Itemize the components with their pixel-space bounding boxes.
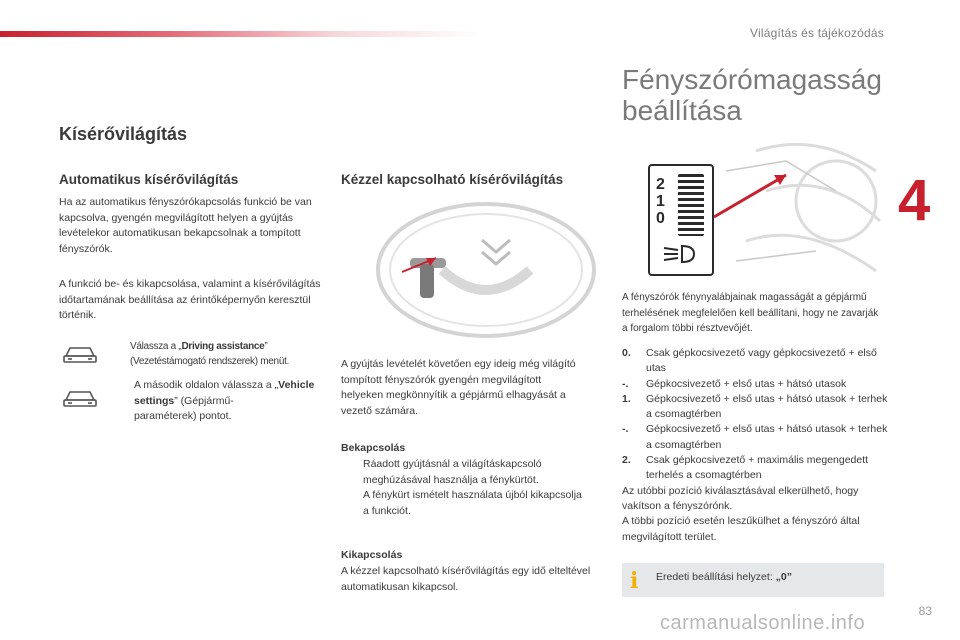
section-title: Kísérővilágítás bbox=[59, 124, 188, 144]
auto-para-2: A funkció be- és kikapcsolása, valamint a kísérővilágítás időtartamának beállítása az érintőképernyőn keresztül történik. bbox=[59, 278, 321, 321]
car-settings-icon bbox=[62, 340, 98, 366]
list-item: 0. Csak gépkocsivezető vagy gépkocsivezető + első utas bbox=[622, 347, 877, 375]
position-list bbox=[622, 346, 892, 545]
manual-para: A gyújtás levételét követően egy ideig még világító tompított fényszórók gyengén megvilágított helyeken megkönnyítik a gépjármű elhagyását a vezető számára. bbox=[341, 358, 576, 417]
list-item: 1. Gépkocsivezető + első utas + hátsó utasok + terhek a csomagtérben bbox=[622, 392, 888, 421]
auto-title: Automatikus kísérővilágítás bbox=[59, 172, 239, 187]
chapter-number: 4 bbox=[898, 168, 931, 233]
info-icon: i bbox=[630, 568, 639, 594]
car-settings-icon bbox=[62, 384, 98, 410]
right-section-title: Fényszórómagasság beállítása bbox=[622, 64, 882, 126]
info-box bbox=[622, 563, 884, 597]
watermark: carmanualsonline.info bbox=[660, 612, 866, 634]
outro-1: Az utóbbi pozíció kiválasztásával elkerülhető, hogy vakítson a fényszórónk. bbox=[622, 484, 859, 512]
info-text: Eredeti beállítási helyzet: „0” bbox=[656, 571, 792, 583]
header-accent-bar bbox=[0, 31, 480, 37]
step-1: Válassza a „Driving assistance” (Vezetéstámogató rendszerek) menüt. bbox=[130, 341, 290, 367]
chapter-title: Világítás és tájékozódás bbox=[750, 26, 884, 40]
list-item: -. Gépkocsivezető + első utas + hátsó utasok bbox=[622, 377, 847, 390]
outro-2: A többi pozíció esetén leszűkülhet a fényszóró által megvilágított terület. bbox=[622, 515, 860, 543]
on-item-2: A fénykürt ismételt használata újból kikapcsolja a funkciót. bbox=[363, 489, 582, 517]
list-item: 2. Csak gépkocsivezető + maximális megengedett terhelés a csomagtérben bbox=[622, 454, 869, 482]
step-2: A második oldalon válassza a „Vehicle settings” (Gépjármű- paraméterek) pontot. bbox=[134, 379, 315, 422]
auto-para-1: Ha az automatikus fényszórókapcsolás funkció be van kapcsolva, gyengén megvilágított helyen a gyújtás levételekor automatikusan bekapcsolnak a tompított fényszórók. bbox=[59, 196, 312, 255]
headlamp-level-icon bbox=[660, 242, 700, 266]
on-title: Bekapcsolás bbox=[341, 442, 406, 454]
headlamp-dial[interactable]: 2 1 0 bbox=[648, 164, 714, 276]
page-number: 83 bbox=[918, 604, 932, 618]
right-intro: A fényszórók fénynyalábjainak magasságát a gépjármű terhelésének megfelelően kell beállítani, hogy ne zavarják a forgalom többi résztvevőjét. bbox=[622, 292, 879, 334]
list-item: -. Gépkocsivezető + első utas + hátsó utasok + terhek a csomagtérben bbox=[622, 423, 888, 451]
off-text: A kézzel kapcsolható kísérővilágítás egy idő elteltével automatikusan kikapcsol. bbox=[341, 565, 591, 593]
on-item-1: Ráadott gyújtásnál a világításkapcsoló meghúzásával használja a fénykürtöt. bbox=[363, 458, 542, 486]
off-title: Kikapcsolás bbox=[341, 549, 403, 561]
steering-wheel-illustration bbox=[372, 200, 600, 346]
manual-title: Kézzel kapcsolható kísérővilágítás bbox=[341, 172, 564, 187]
